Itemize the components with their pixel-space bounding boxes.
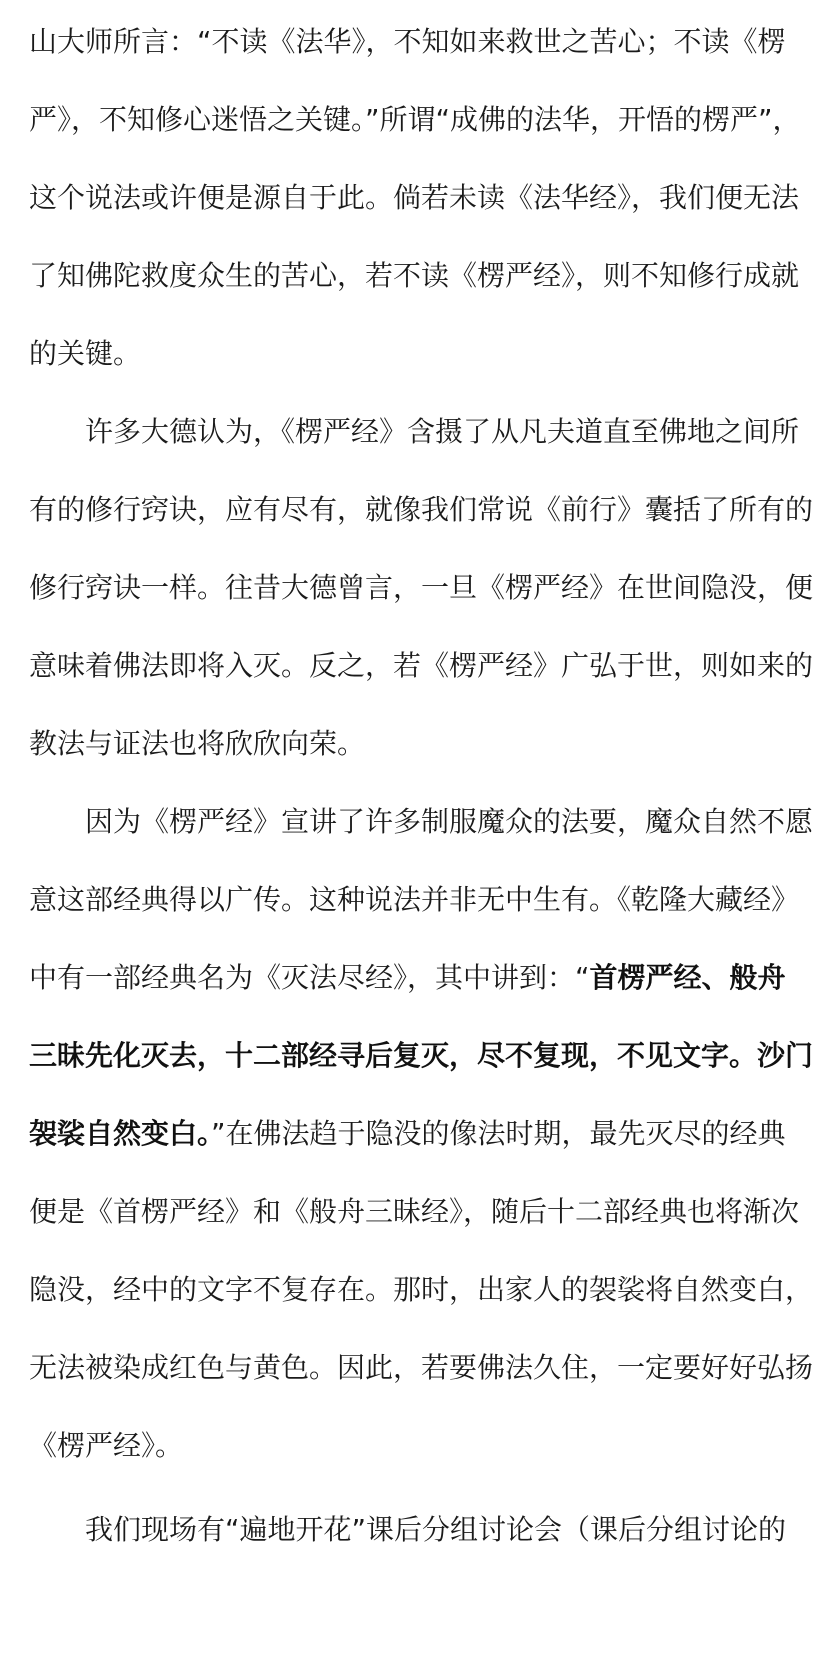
paragraph-line: [29, 22, 786, 62]
paragraph-line: [29, 178, 799, 218]
paragraph-line: [29, 568, 813, 608]
paragraph-line: [85, 802, 813, 842]
quote-bold-span: 袈裟自然变白。: [29, 1117, 212, 1150]
text-span: 中有一部经典名为《灭法尽经》，其中讲到：“: [29, 961, 590, 994]
paragraph-line: [29, 1348, 813, 1388]
paragraph-line: [29, 724, 365, 764]
text-span: 隐没，经中的文字不复存在。那时，出家人的袈裟将自然变白，: [29, 1273, 814, 1306]
text-span: 因为《楞严经》宣讲了许多制服魔众的法要，魔众自然不愿: [85, 805, 814, 838]
text-span: 修行窍诀一样。往昔大德曾言，一旦《楞严经》在世间隐没，便: [29, 571, 814, 604]
text-span: 意味着佛法即将入灭。反之，若《楞严经》广弘于世，则如来的: [29, 649, 814, 682]
paragraph-line: [29, 1192, 799, 1232]
paragraph-line: [29, 256, 799, 296]
text-span: 了知佛陀救度众生的苦心，若不读《楞严经》，则不知修行成就: [29, 259, 800, 292]
text-span: 意这部经典得以广传。这种说法并非无中生有。《乾隆大藏经》: [29, 883, 800, 916]
quote-bold-span: 三昧先化灭去，十二部经寻后复灭，尽不复现，不见文字。沙门: [29, 1039, 814, 1072]
text-span: 的关键。: [29, 337, 142, 370]
text-span: 许多大德认为，《楞严经》含摄了从凡夫道直至佛地之间所: [85, 415, 800, 448]
text-span: 《楞严经》。: [29, 1429, 184, 1462]
paragraph-line: [29, 1114, 786, 1154]
paragraph-line: [29, 490, 813, 530]
paragraph-line: [29, 1426, 183, 1466]
paragraph-line: [29, 1270, 813, 1310]
text-span: 这个说法或许便是源自于此。倘若未读《法华经》，我们便无法: [29, 181, 800, 214]
text-span: ”在佛法趋于隐没的像法时期，最先灭尽的经典: [211, 1117, 786, 1150]
text-span: 我们现场有“遍地开花”课后分组讨论会（课后分组讨论的: [85, 1513, 787, 1546]
text-span: 山大师所言：“不读《法华》，不知如来救世之苦心；不读《楞: [29, 25, 786, 58]
paragraph-line: [29, 100, 801, 140]
paragraph-line: [29, 958, 786, 998]
paragraph-line: [85, 412, 799, 452]
paragraph-line: [29, 334, 141, 374]
paragraph-line: [29, 1036, 813, 1076]
paragraph-line: [29, 880, 799, 920]
text-span: 便是《首楞严经》和《般舟三昧经》，随后十二部经典也将渐次: [29, 1195, 800, 1228]
quote-bold-span: 首楞严经、般舟: [589, 961, 786, 994]
paragraph-line: [85, 1510, 786, 1550]
text-span: 有的修行窍诀，应有尽有，就像我们常说《前行》囊括了所有的: [29, 493, 814, 526]
text-span: 无法被染成红色与黄色。因此，若要佛法久住，一定要好好弘扬: [29, 1351, 814, 1384]
paragraph-line: [29, 646, 813, 686]
text-span: 教法与证法也将欣欣向荣。: [29, 727, 366, 760]
text-span: 严》，不知修心迷悟之关键。”所谓“成佛的法华，开悟的楞严”，: [29, 103, 801, 136]
